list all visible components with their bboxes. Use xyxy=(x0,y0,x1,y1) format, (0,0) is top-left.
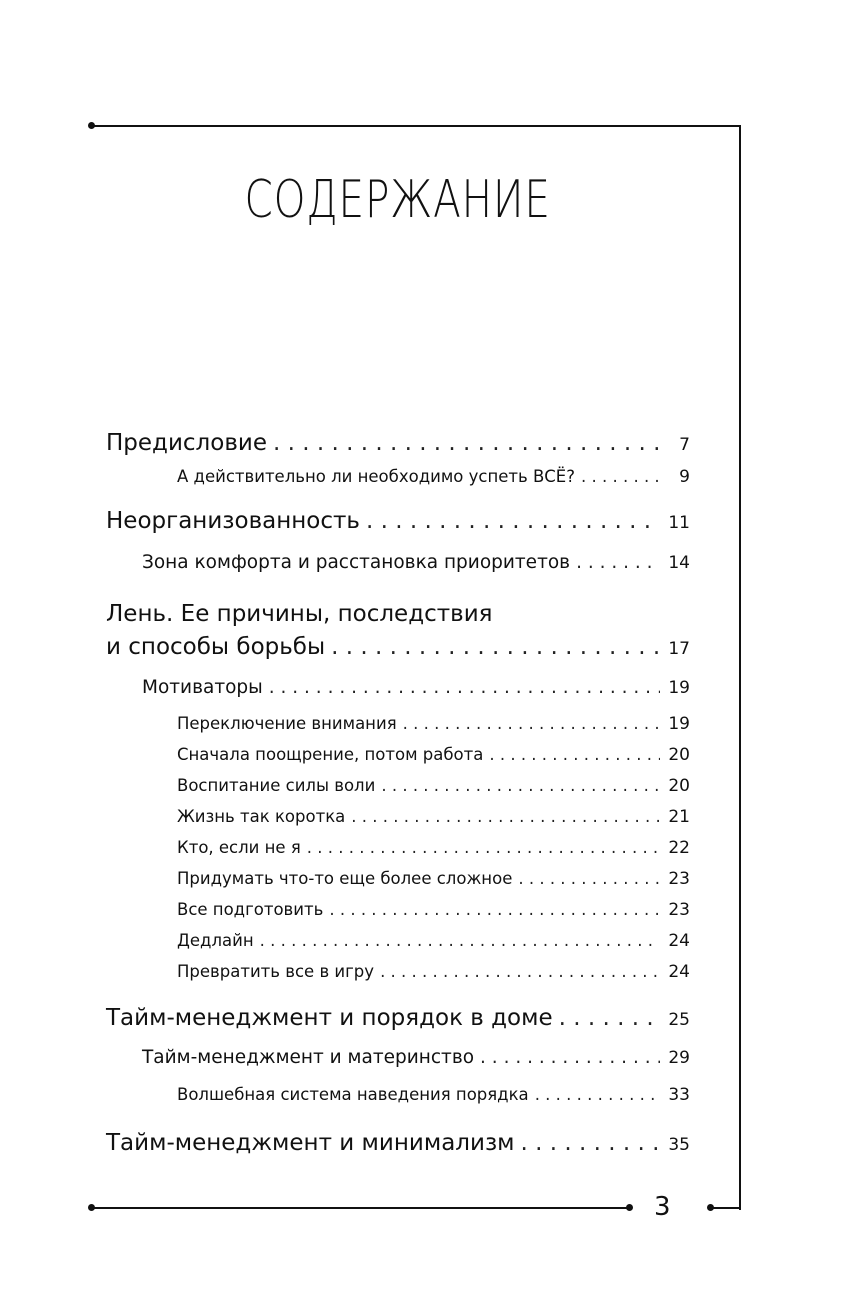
toc-leader-dots xyxy=(269,677,660,698)
toc-leader-dots xyxy=(480,1047,660,1068)
page-number: 3 xyxy=(654,1192,671,1222)
toc-entry[interactable] xyxy=(177,900,690,920)
toc-entry-page: 29 xyxy=(668,1048,690,1068)
toc-entry-label: Воспитание силы воли xyxy=(177,776,376,795)
toc-entry-label: Тайм-менеджмент и минимализм xyxy=(106,1130,515,1156)
toc-leader-dots xyxy=(307,838,660,857)
toc-entry-label: Переключение внимания xyxy=(177,714,397,733)
toc-entry-label: Все подготовить xyxy=(177,900,324,919)
toc-entry-label: Кто, если не я xyxy=(177,838,301,857)
toc-entry[interactable] xyxy=(177,467,690,487)
toc-leader-dots xyxy=(489,745,660,764)
toc-entry-label: Тайм-менеджмент и материнство xyxy=(142,1047,475,1068)
toc-leader-dots xyxy=(535,1085,660,1104)
toc-entry-label: Жизнь так коротка xyxy=(177,807,346,826)
toc-entry[interactable] xyxy=(106,508,690,534)
frame-top-line xyxy=(92,125,741,127)
toc-entry[interactable] xyxy=(106,1005,690,1031)
toc-entry-page: 14 xyxy=(668,553,690,573)
toc-entry-page: 35 xyxy=(668,1135,690,1155)
toc-leader-dots xyxy=(331,634,660,660)
toc-entry[interactable] xyxy=(177,745,690,765)
toc-leader-dots xyxy=(521,1130,660,1156)
toc-entry-label: А действительно ли необходимо успеть ВСЁ? xyxy=(177,467,575,486)
frame-bottom-line-right xyxy=(710,1207,741,1209)
toc-leader-dots xyxy=(380,962,660,981)
toc-entry[interactable] xyxy=(177,776,690,796)
toc-entry[interactable] xyxy=(142,1047,690,1068)
toc-entry-page: 19 xyxy=(668,678,690,698)
toc-entry[interactable] xyxy=(177,1085,690,1105)
toc-entry-page: 24 xyxy=(668,931,690,951)
toc-leader-dots xyxy=(559,1005,660,1031)
toc-entry-page: 21 xyxy=(668,807,690,827)
toc-leader-dots xyxy=(366,508,660,534)
toc-leader-dots xyxy=(518,869,660,888)
toc-entry[interactable] xyxy=(142,552,690,573)
frame-right-line xyxy=(739,125,741,1210)
toc-entry-page: 22 xyxy=(668,838,690,858)
frame-bottom-line-left xyxy=(92,1207,630,1209)
toc-entry-label: и способы борьбы xyxy=(106,634,326,660)
toc-entry[interactable] xyxy=(106,1130,690,1156)
toc-entry-page: 23 xyxy=(668,900,690,920)
toc-entry-page: 7 xyxy=(679,435,690,455)
toc-leader-dots xyxy=(581,467,660,486)
frame-dot-bottom-mid xyxy=(626,1204,633,1211)
toc-entry[interactable] xyxy=(106,634,690,660)
toc-entry-page: 24 xyxy=(668,962,690,982)
toc-leader-dots xyxy=(381,776,660,795)
toc-entry-label: Предисловие xyxy=(106,430,267,456)
toc-entry[interactable] xyxy=(177,869,690,889)
toc-entry[interactable] xyxy=(142,677,690,698)
toc-entry-page: 17 xyxy=(668,639,690,659)
toc-entry[interactable] xyxy=(106,430,690,456)
frame-dot-bottom-right xyxy=(707,1204,714,1211)
toc-entry[interactable] xyxy=(177,807,690,827)
toc-entry-page: 20 xyxy=(668,776,690,796)
toc-entry-page: 19 xyxy=(668,714,690,734)
toc-entry-page: 11 xyxy=(668,513,690,533)
toc-entry[interactable] xyxy=(177,714,690,734)
toc-entry-page: 23 xyxy=(668,869,690,889)
toc-leader-dots xyxy=(403,714,660,733)
toc-entry-label: Неорганизованность xyxy=(106,508,360,534)
toc-leader-dots xyxy=(329,900,660,919)
toc-entry-label: Придумать что-то еще более сложное xyxy=(177,869,513,888)
toc-leader-dots xyxy=(260,931,660,950)
toc-entry-label: Мотиваторы xyxy=(142,677,263,698)
toc-entry-label: Волшебная система наведения порядка xyxy=(177,1085,529,1104)
toc-entry-label: Зона комфорта и расстановка приоритетов xyxy=(142,552,571,573)
page-title: СОДЕРЖАНИЕ xyxy=(244,170,551,230)
toc-entry[interactable] xyxy=(177,962,690,982)
toc-entry-page: 33 xyxy=(668,1085,690,1105)
toc-leader-dots xyxy=(576,552,660,573)
toc-entry-label: Дедлайн xyxy=(177,931,254,950)
frame-dot-top-left xyxy=(88,122,95,129)
toc-entry-label: Сначала поощрение, потом работа xyxy=(177,745,484,764)
toc-entry[interactable] xyxy=(177,931,690,951)
toc-entry[interactable] xyxy=(177,838,690,858)
frame-dot-bottom-left xyxy=(88,1204,95,1211)
toc-entry-label-line1: Лень. Ее причины, последствия xyxy=(106,601,493,627)
toc-entry-page: 20 xyxy=(668,745,690,765)
toc-leader-dots xyxy=(351,807,660,826)
toc-leader-dots xyxy=(273,430,660,456)
toc-entry-page: 9 xyxy=(679,467,690,487)
toc-entry-page: 25 xyxy=(668,1010,690,1030)
toc-entry-label: Превратить все в игру xyxy=(177,962,375,981)
toc-entry-label: Тайм-менеджмент и порядок в доме xyxy=(106,1005,553,1031)
